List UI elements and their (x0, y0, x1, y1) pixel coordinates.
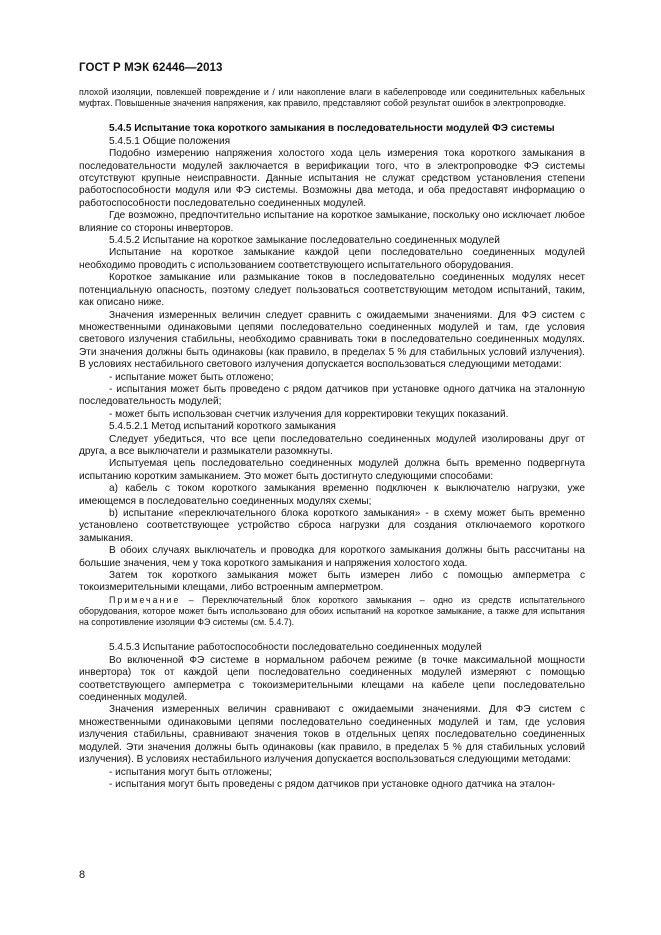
paragraph-continuation: плохой изоляции, повлекшей повреждение и / или накопление влаги в кабелепроводе или соединительных кабельных муфтах. Повышенные значения напряжения, как правило, представляют собой результат ошибок в электропроводке. (79, 87, 585, 109)
list-item: - испытание может быть отложено; (109, 371, 274, 383)
paragraph: Значения измеренных величин следует сравнить с ожидаемыми значениями. Для ФЭ систем с множественными одинаковыми цепями последовательно соединенных модулей и там, где условия светового излучения стабильны, необходимо сравнивать токи в последовательно соединенных модулях. Эти значения должны быть одинаковы (как правило, в пределах 5 % для стабильных условий излучения). В условиях нестабильного светового излучения допускается воспользоваться следующими методами: (79, 309, 585, 371)
list-item: - может быть использован счетчик излучения для корректировки текущих показаний. (109, 408, 509, 420)
note-text: – Переключательный блок короткого замыкания – одно из средств испытательного оборудования, которое может быть использовано для обоих испытаний на короткое замыкание, а также для испытания на сопротивление изоляции ФЭ системы (см. 5.4.7). (79, 594, 585, 628)
document-body (79, 87, 585, 791)
subsection-heading-5-4-5-2-1: 5.4.5.2.1 Метод испытаний короткого замыкания (109, 421, 336, 433)
list-item: - испытания может быть проведено с рядом датчиков при установке одного датчика на эталонную последовательность модулей; (79, 383, 585, 408)
list-item: b) испытание «переключательного блока короткого замыкания» - в схему может быть временно установлено соответствующее устройство сброса нагрузки для создания отключаемого короткого замыкания. (79, 508, 585, 544)
paragraph: Испытание на короткое замыкание каждой цепи последовательно соединенных модулей необходимо проводить с использованием соответствующего испытательного оборудования. (79, 247, 585, 271)
paragraph: Следует убедиться, что все цепи последовательно соединенных модулей изолированы друг от друга, а все выключатели и размыкатели разомкнуты. (79, 433, 585, 457)
list-item: - испытания могут быть отложены; (109, 766, 272, 778)
paragraph: Испытуемая цепь последовательно соединенных модулей должна быть временно подвергнута испытанию коротким замыканием. Это может быть достигнуто следующими способами: (79, 458, 585, 482)
note (79, 595, 585, 629)
page-number: 8 (79, 869, 86, 881)
document-header: ГОСТ Р МЭК 62446—2013 (79, 62, 223, 74)
list-item: а) кабель с током короткого замыкания временно подключен к выключателю нагрузки, уже имеющемся в последовательно соединенных модулях схемы; (79, 483, 585, 507)
paragraph: Значения измеренных величин сравнивают с ожидаемыми значениями. Для ФЭ систем с множественными одинаковыми цепями последовательно соединенных модулей и там, где условия излучения стабильны, сравнивают значения токов в отдельных цепях последовательно соединенных модулей. Эти значения должны быть одинаковы (как правило, в пределах 5 % для стабильных условий излучения). В условиях нестабильного излучения допускается воспользоваться следующими методами: (79, 704, 585, 766)
paragraph: Короткое замыкание или размыкание токов в последовательно соединенных модулях несет потенциальную опасность, поэтому следует пользоваться соответствующим методом испытаний, таким, как описано ниже. (79, 272, 585, 309)
paragraph: В обоих случаях выключатель и проводка для короткого замыкания должны быть рассчитаны на большие значения, чем у тока короткого замыкания и напряжения холостого хода. (79, 545, 585, 569)
paragraph: Подобно измерению напряжения холостого хода цель измерения тока короткого замыкания в последовательности модулей заключается в верификации того, что в электропроводке ФЭ системы отсутствуют крупные неисправности. Данные испытания не служат средством установления степени работоспособности модуля или ФЭ системы. Возможны два метода, и оба предоставят информацию о работоспособности последовательно соединенных модулей. (79, 148, 585, 209)
subsection-heading-5-4-5-2: 5.4.5.2 Испытание на короткое замыкание последовательно соединенных модулей (109, 235, 500, 247)
section-heading-5-4-5: 5.4.5 Испытание тока короткого замыкания в последовательности модулей ФЭ системы (109, 123, 555, 135)
paragraph: Во включенной ФЭ системе в нормальном рабочем режиме (в точке максимальной мощности инвертора) ток от каждой цепи последовательно соединенных модулей измеряют с помощью соответствующего амперметра с токоизмерительными клещами на кабеле цепи последовательно соединенных модулей. (79, 654, 585, 704)
paragraph: Затем ток короткого замыкания может быть измерен либо с помощью амперметра с токоизмерительными клещами, либо встроенным амперметром. (79, 570, 585, 594)
list-item: - испытания могут быть проведены с рядом датчиков при установке одного датчика на эталон- (109, 778, 556, 790)
subsection-heading-5-4-5-1: 5.4.5.1 Общие положения (109, 135, 231, 147)
paragraph: Где возможно, предпочтительно испытание на короткое замыкание, поскольку оно исключает любое влияние со стороны инверторов. (79, 210, 585, 234)
note-label: Примечание (109, 594, 181, 605)
subsection-heading-5-4-5-3: 5.4.5.3 Испытание работоспособности последовательно соединенных модулей (109, 642, 482, 654)
